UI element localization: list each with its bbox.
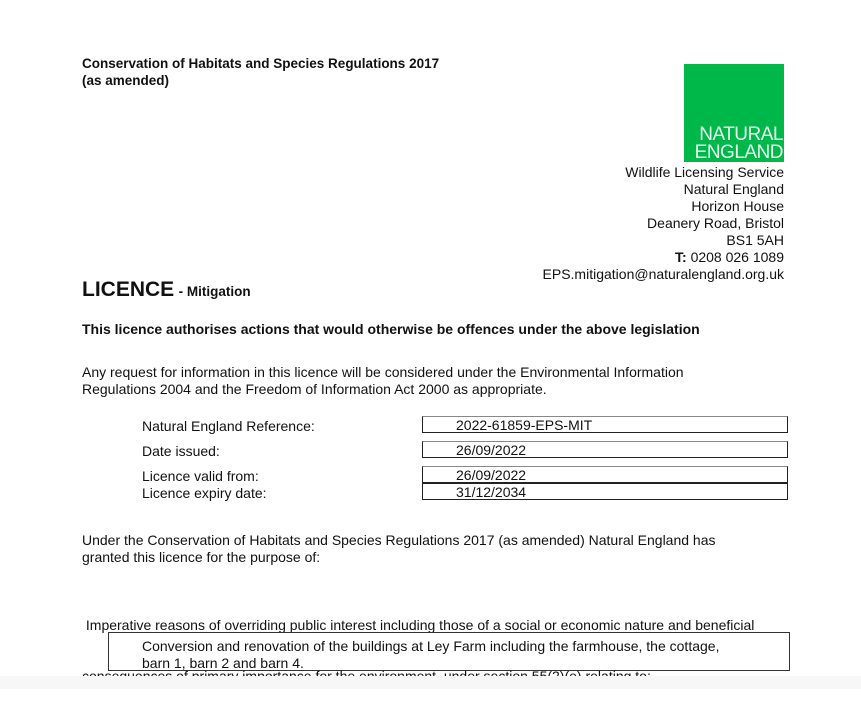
date-issued-value: 26/09/2022 <box>422 441 788 458</box>
information-request-paragraph <box>82 364 684 398</box>
phone-label: T: <box>675 249 687 265</box>
grant-paragraph <box>82 532 716 566</box>
natural-england-logo <box>684 64 784 162</box>
address-line: Horizon House <box>691 198 784 214</box>
description-line: barn 1, barn 2 and barn 4. <box>142 655 304 671</box>
reference-label: Natural England Reference: <box>142 418 315 434</box>
licence-subtitle: - Mitigation <box>178 284 251 299</box>
authorisation-statement: This licence authorises actions that would otherwise be offences under the above legislation <box>82 321 700 337</box>
address-line: Wildlife Licensing Service <box>625 164 784 180</box>
address-line: BS1 5AH <box>726 232 784 248</box>
paragraph-line: Imperative reasons of overriding public interest including those of a social or economic nature and beneficial <box>82 617 755 633</box>
description-line: Conversion and renovation of the buildings at Ley Farm including the farmhouse, the cottage, <box>142 638 720 654</box>
address-line: Deanery Road, Bristol <box>647 215 784 231</box>
expiry-date-label: Licence expiry date: <box>142 485 267 501</box>
paragraph-line: Under the Conservation of Habitats and Species Regulations 2017 (as amended) Natural England has <box>82 532 716 548</box>
regulation-title-line2: (as amended) <box>82 73 170 88</box>
logo-text-line1: NATURAL <box>699 124 783 145</box>
valid-from-value: 26/09/2022 <box>422 466 788 483</box>
valid-from-label: Licence valid from: <box>142 468 259 484</box>
paragraph-line: Regulations 2004 and the Freedom of Information Act 2000 as appropriate. <box>82 381 547 397</box>
phone-line <box>543 249 784 266</box>
phone-number: 0208 026 1089 <box>690 249 784 265</box>
address-line: Natural England <box>683 181 784 197</box>
regulation-title-line1: Conservation of Habitats and Species Regulations 2017 <box>82 56 440 71</box>
activity-description-box <box>108 632 790 671</box>
logo-text-line2: ENGLAND <box>694 142 783 163</box>
expiry-date-value: 31/12/2034 <box>422 483 788 500</box>
logo-text <box>695 126 783 162</box>
reference-value: 2022-61859-EPS-MIT <box>422 416 788 433</box>
contact-address <box>543 164 784 283</box>
date-issued-label: Date issued: <box>142 443 220 459</box>
paragraph-line: granted this licence for the purpose of: <box>82 549 321 565</box>
page-bottom-margin <box>0 676 861 689</box>
paragraph-line: Any request for information in this licence will be considered under the Environmental Information <box>82 364 684 380</box>
licence-title: LICENCE <box>82 278 175 301</box>
licence-heading <box>82 278 251 302</box>
email-address[interactable]: EPS.mitigation@naturalengland.org.uk <box>542 266 784 282</box>
regulation-title <box>82 55 439 89</box>
